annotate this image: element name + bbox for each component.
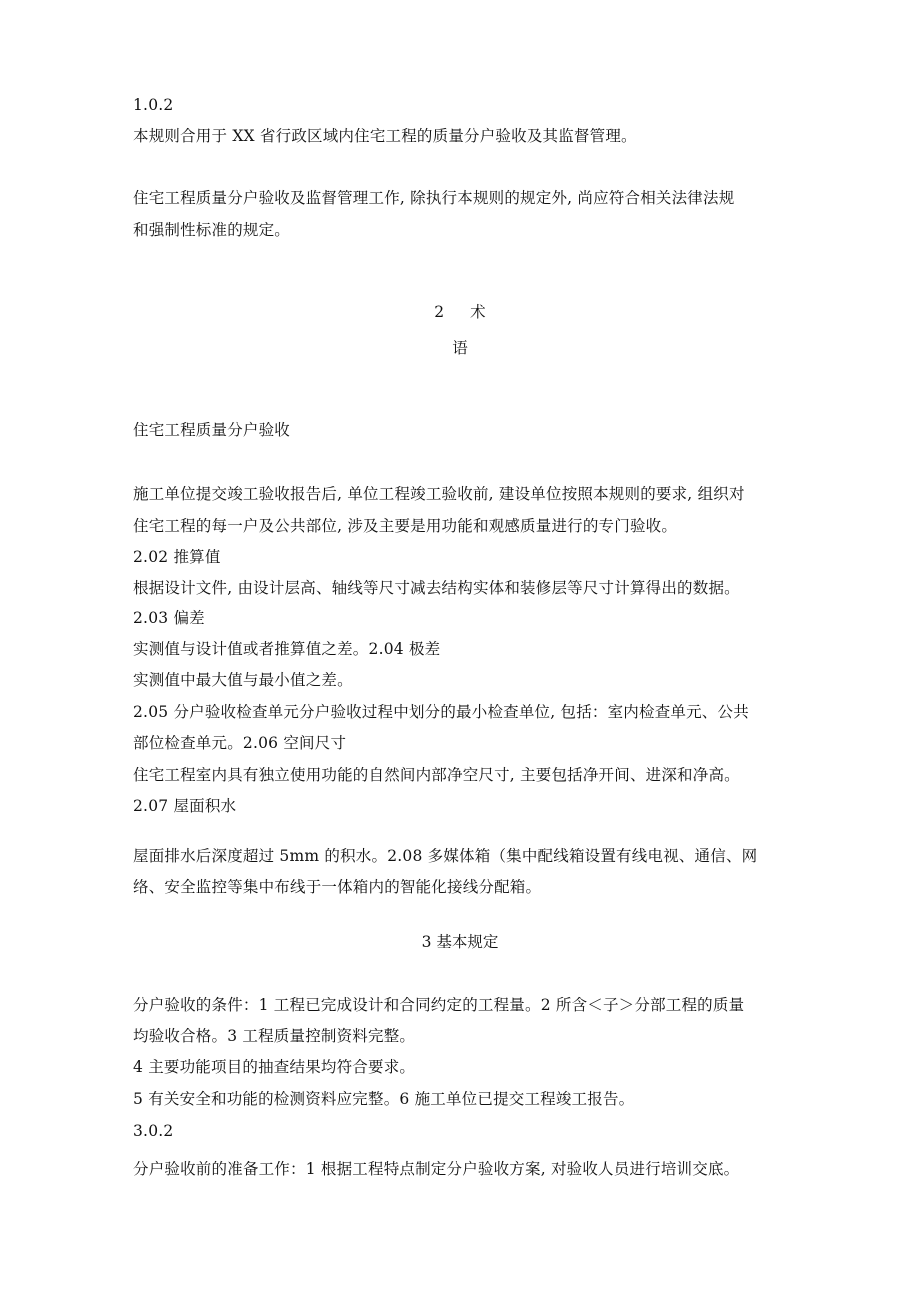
text-line: 实测值与设计值或者推算值之差。2.04 极差 [133, 640, 441, 658]
term-heading: 住宅工程质量分户验收 [133, 421, 291, 439]
term-heading: 2.02 推算值 [133, 548, 221, 566]
text-line: 2.05 分户验收检查单元分户验收过程中划分的最小检查单位, 包括：室内检查单元、公共 [133, 703, 749, 721]
text-line: 本规则合用于 XX 省行政区域内住宅工程的质量分户验收及其监督管理。 [133, 127, 637, 145]
text-line: 4 主要功能项目的抽查结果均符合要求。 [133, 1058, 416, 1076]
text-line: 和强制性标准的规定。 [133, 221, 291, 239]
text-line: 分户验收的条件：1 工程已完成设计和合同约定的工程量。2 所含＜子＞分部工程的质量 [133, 996, 745, 1014]
term-heading: 2.03 偏差 [133, 609, 205, 627]
clause-number: 3.0.2 [133, 1122, 174, 1140]
section-title-char: 术 [470, 303, 486, 321]
section-title-char: 语 [452, 339, 468, 357]
section-number: 2 [434, 303, 445, 321]
term-heading: 2.07 屋面积水 [133, 797, 237, 815]
section-heading-basic: 3 基本规定 [421, 933, 499, 951]
text-line: 部位检查单元。2.06 空间尺寸 [133, 734, 347, 752]
text-line: 1.0.2 [133, 96, 174, 114]
text-line: 住宅工程的每一户及公共部位, 涉及主要是用功能和观感质量进行的专门验收。 [133, 517, 678, 535]
text-line: 分户验收前的准备工作：1 根据工程特点制定分户验收方案, 对验收人员进行培训交底。 [133, 1160, 740, 1178]
section-heading-terms-cont [0, 338, 920, 358]
text-line: 施工单位提交竣工验收报告后, 单位工程竣工验收前, 建设单位按照本规则的要求, 组织对 [133, 485, 745, 503]
text-line: 均验收合格。3 工程质量控制资料完整。 [133, 1027, 416, 1045]
text-line: 住宅工程质量分户验收及监督管理工作, 除执行本规则的规定外, 尚应符合相关法律法规 [133, 189, 735, 207]
text-line: 5 有关安全和功能的检测资料应完整。6 施工单位已提交工程竣工报告。 [133, 1090, 635, 1108]
text-line: 络、安全监控等集中布线于一体箱内的智能化接线分配箱。 [133, 878, 542, 896]
text-line: 住宅工程室内具有独立使用功能的自然间内部净空尺寸, 主要包括净开间、进深和净高。 [133, 766, 740, 784]
text-line: 根据设计文件, 由设计层高、轴线等尺寸减去结构实体和装修层等尺寸计算得出的数据。 [133, 579, 740, 597]
section-heading-terms [0, 302, 920, 322]
text-line: 实测值中最大值与最小值之差。 [133, 671, 353, 689]
text-line: 屋面排水后深度超过 5mm 的积水。2.08 多媒体箱（集中配线箱设置有线电视、通信、网 [133, 847, 758, 865]
